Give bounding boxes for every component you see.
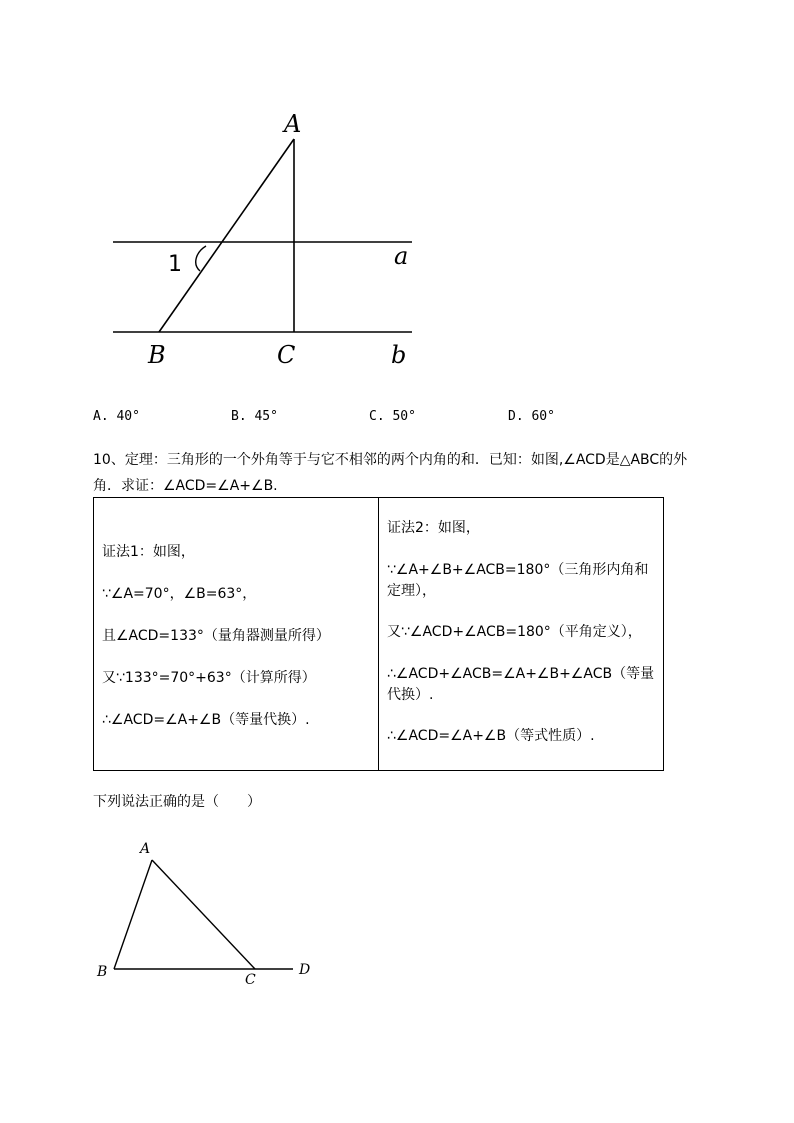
proof2-line4: ∴∠ACD=∠A+∠B（等式性质）. — [387, 728, 595, 744]
option-a[interactable]: A. 40° — [93, 409, 140, 424]
question-10-line1: 10、定理：三角形的一个外角等于与它不相邻的两个内角的和．已知：如图,∠ACD是△ABC的外 — [93, 452, 688, 468]
label-b: b — [391, 341, 407, 369]
question-prompt: 下列说法正确的是（ ） — [93, 794, 261, 810]
proof-method-1 — [94, 498, 379, 771]
segment-AB — [114, 860, 152, 969]
label-D: D — [299, 962, 311, 978]
figure-parallel-lines — [0, 0, 794, 400]
proof1-line1: ∵∠A=70°，∠B=63°， — [102, 586, 257, 602]
option-c[interactable]: C. 50° — [369, 409, 416, 424]
question-10-line2: 角．求证：∠ACD=∠A+∠B. — [93, 478, 278, 494]
label-C: C — [277, 341, 296, 369]
figure-triangle — [0, 830, 400, 1000]
label-C: C — [245, 972, 256, 988]
proof2-line2: 又∵∠ACD+∠ACB=180°（平角定义）， — [387, 624, 642, 640]
label-B: B — [97, 964, 108, 980]
proof2-title: 证法2：如图， — [387, 520, 480, 536]
proof2-line3: ∴∠ACD+∠ACB=∠A+∠B+∠ACB（等量代换）. — [387, 666, 655, 703]
proof-method-2 — [379, 498, 664, 771]
proof2-line1: ∵∠A+∠B+∠ACB=180°（三角形内角和定理）， — [387, 562, 649, 599]
option-b[interactable]: B. 45° — [231, 409, 278, 424]
proof1-line3: 又∵133°=70°+63°（计算所得） — [102, 670, 316, 686]
proof-table — [93, 497, 664, 771]
proof1-line2: 且∠ACD=133°（量角器测量所得） — [102, 628, 330, 644]
segment-AB — [159, 139, 294, 332]
label-a: a — [394, 242, 409, 270]
label-B: B — [148, 341, 166, 369]
label-A: A — [284, 110, 302, 138]
segment-AC — [152, 860, 255, 969]
proof1-line4: ∴∠ACD=∠A+∠B（等量代换）. — [102, 712, 310, 728]
label-A: A — [140, 841, 151, 857]
label-1: 1 — [168, 252, 182, 277]
option-d[interactable]: D. 60° — [508, 409, 555, 424]
proof1-title: 证法1：如图， — [102, 544, 195, 560]
